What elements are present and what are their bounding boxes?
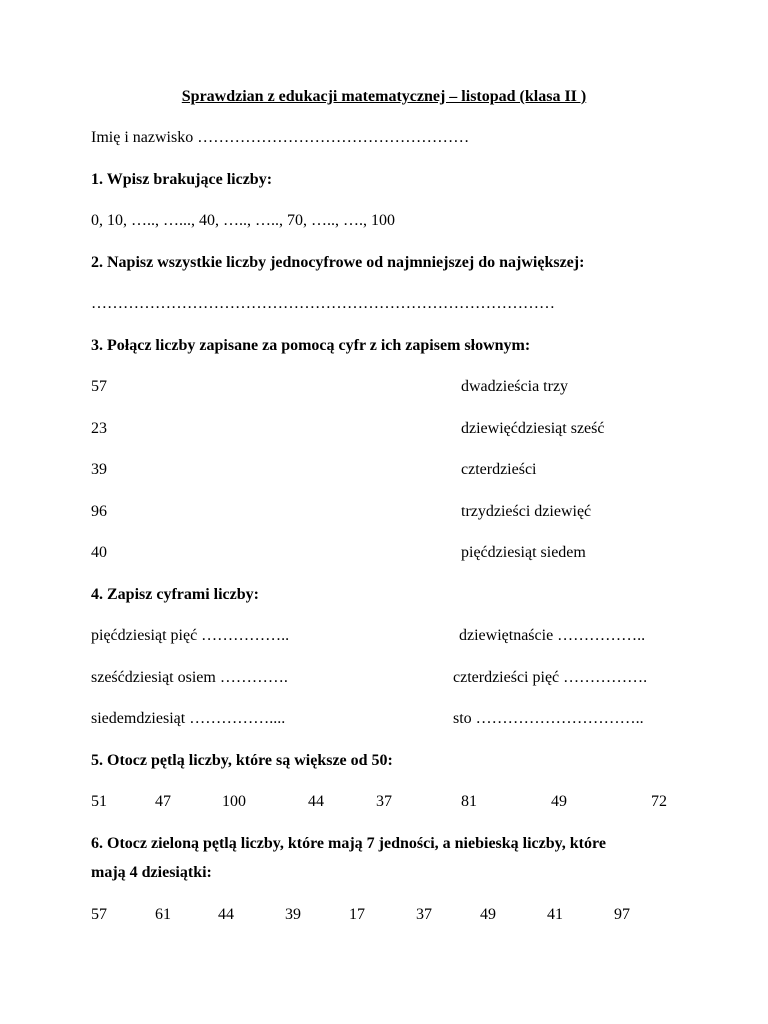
q5-number: 100 [222, 793, 246, 810]
q6-number: 97 [614, 906, 630, 923]
q3-word: czterdzieści [461, 461, 537, 478]
q4-item-left: sześćdziesiąt osiem …………. [91, 669, 288, 686]
q5-number: 51 [91, 793, 107, 810]
q4-heading: 4. Zapisz cyframi liczby: [91, 586, 259, 603]
page-title: Sprawdzian z edukacji matematycznej – listopad (klasa II ) [181, 88, 587, 105]
q3-word: dwadzieścia trzy [461, 378, 569, 395]
q6-number: 37 [416, 906, 432, 923]
q5-number: 47 [155, 793, 171, 810]
q4-item-right: czterdzieści pięć ……………. [453, 669, 648, 686]
q3-heading: 3. Połącz liczby zapisane za pomocą cyfr z ich zapisem słownym: [91, 337, 531, 354]
q3-number: 96 [91, 503, 107, 520]
name-field-line: Imię i nazwisko …………………………………………… [91, 129, 470, 146]
q3-word: trzydzieści dziewięć [461, 503, 592, 520]
q6-number: 61 [155, 906, 171, 923]
q6-heading-line2: mają 4 dziesiątki: [91, 864, 212, 881]
q6-number: 39 [285, 906, 301, 923]
q6-heading-line1: 6. Otocz zieloną pętlą liczby, które mają 7 jedności, a niebieską liczby, które [91, 835, 606, 852]
q6-number: 49 [480, 906, 496, 923]
q1-sequence: 0, 10, ….., …..., 40, ….., ….., 70, ….., …., 100 [91, 212, 395, 229]
q5-number: 72 [651, 793, 667, 810]
q4-item-right: sto ………………………….. [453, 710, 644, 727]
q6-number: 57 [91, 906, 107, 923]
q5-number: 81 [461, 793, 477, 810]
q3-number: 23 [91, 420, 107, 437]
q5-number: 44 [308, 793, 324, 810]
q5-number: 49 [551, 793, 567, 810]
q2-answer-line: …………………………………………………………………………… [91, 295, 555, 312]
q3-word: dziewięćdziesiąt sześć [461, 420, 605, 437]
q4-item-right: dziewiętnaście …………….. [459, 627, 646, 644]
q1-heading: 1. Wpisz brakujące liczby: [91, 171, 273, 188]
q5-heading: 5. Otocz pętlą liczby, które są większe od 50: [91, 752, 393, 769]
q5-number: 37 [376, 793, 392, 810]
q3-number: 39 [91, 461, 107, 478]
q4-item-left: pięćdziesiąt pięć …………….. [91, 627, 290, 644]
q6-number: 44 [218, 906, 234, 923]
q6-number: 41 [547, 906, 563, 923]
q3-number: 57 [91, 378, 107, 395]
q4-item-left: siedemdziesiąt …………….... [91, 710, 286, 727]
q6-number: 17 [349, 906, 365, 923]
q3-number: 40 [91, 544, 107, 561]
q3-word: pięćdziesiąt siedem [461, 544, 586, 561]
q2-heading: 2. Napisz wszystkie liczby jednocyfrowe od najmniejszej do największej: [91, 254, 585, 271]
